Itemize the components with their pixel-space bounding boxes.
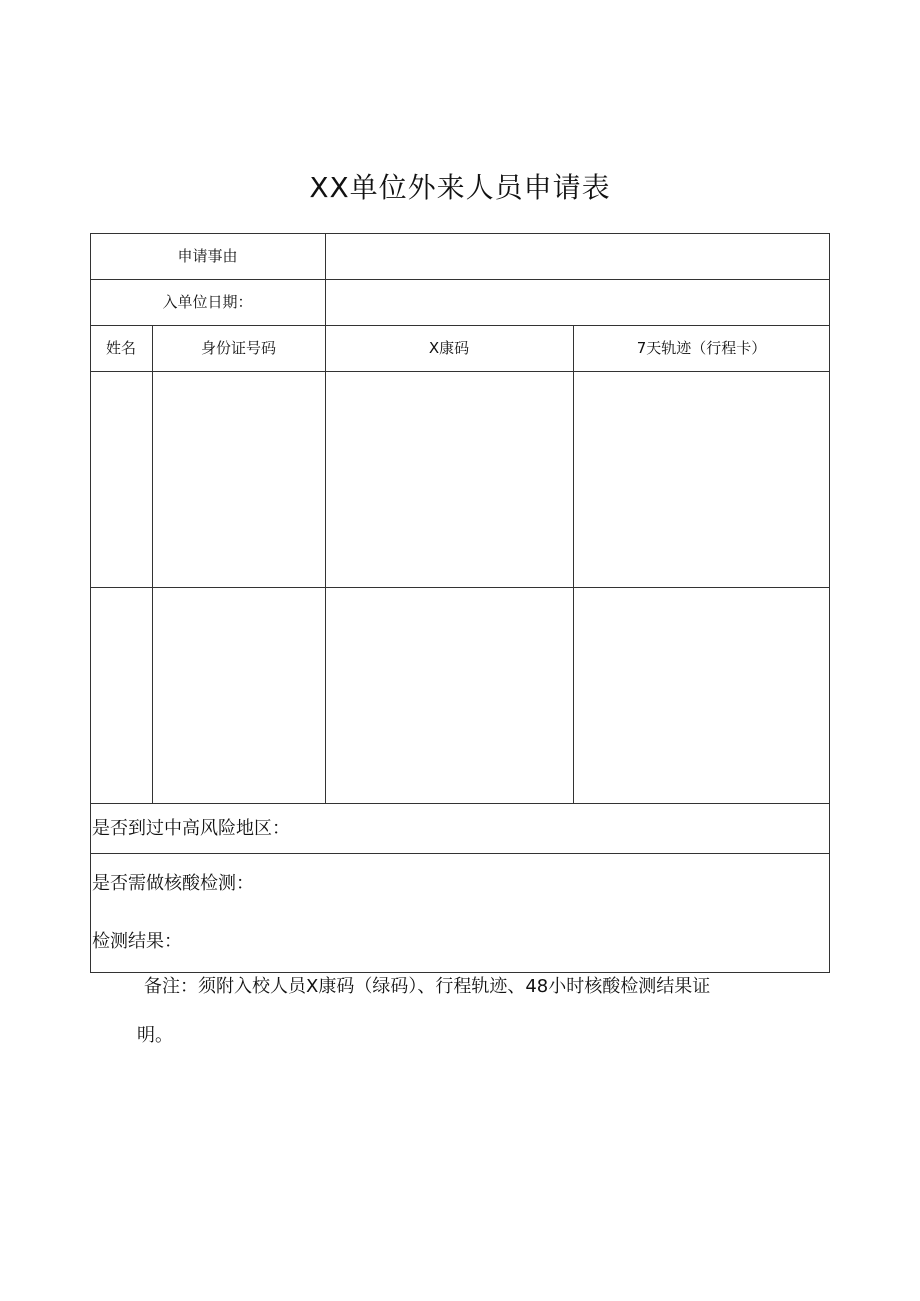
row-1-name-cell[interactable]	[91, 372, 152, 587]
column-header-health-code: X康码	[428, 339, 470, 357]
row-1-health-code-cell[interactable]	[326, 372, 573, 587]
nucleic-test-label: 是否需做核酸检测：	[92, 873, 254, 894]
row-2-id-number-cell[interactable]	[153, 588, 325, 803]
row-2-name-cell[interactable]	[91, 588, 152, 803]
reason-label: 申请事由	[177, 247, 238, 265]
row-divider	[90, 325, 830, 326]
entry-date-label: 入单位日期：	[162, 293, 253, 311]
row-divider	[90, 853, 830, 854]
column-header-name: 姓名	[105, 339, 136, 357]
risk-area-label: 是否到过中高风险地区：	[92, 818, 290, 839]
footnote-line-2: 明。	[137, 1025, 173, 1046]
column-header-id-number: 身份证号码	[200, 339, 276, 357]
row-1-travel-record-cell[interactable]	[574, 372, 829, 587]
row-divider	[90, 803, 830, 804]
test-result-label: 检测结果：	[92, 931, 182, 952]
reason-field[interactable]	[326, 234, 829, 279]
column-header-travel-record: 7天轨迹（行程卡）	[636, 339, 767, 357]
entry-date-field[interactable]	[326, 280, 829, 325]
row-2-health-code-cell[interactable]	[326, 588, 573, 803]
row-1-id-number-cell[interactable]	[153, 372, 325, 587]
row-2-travel-record-cell[interactable]	[574, 588, 829, 803]
page-title: XX单位外来人员申请表	[309, 171, 611, 204]
footnote-line-1: 备注：须附入校人员X康码（绿码）、行程轨迹、48小时核酸检测结果证	[144, 976, 711, 997]
